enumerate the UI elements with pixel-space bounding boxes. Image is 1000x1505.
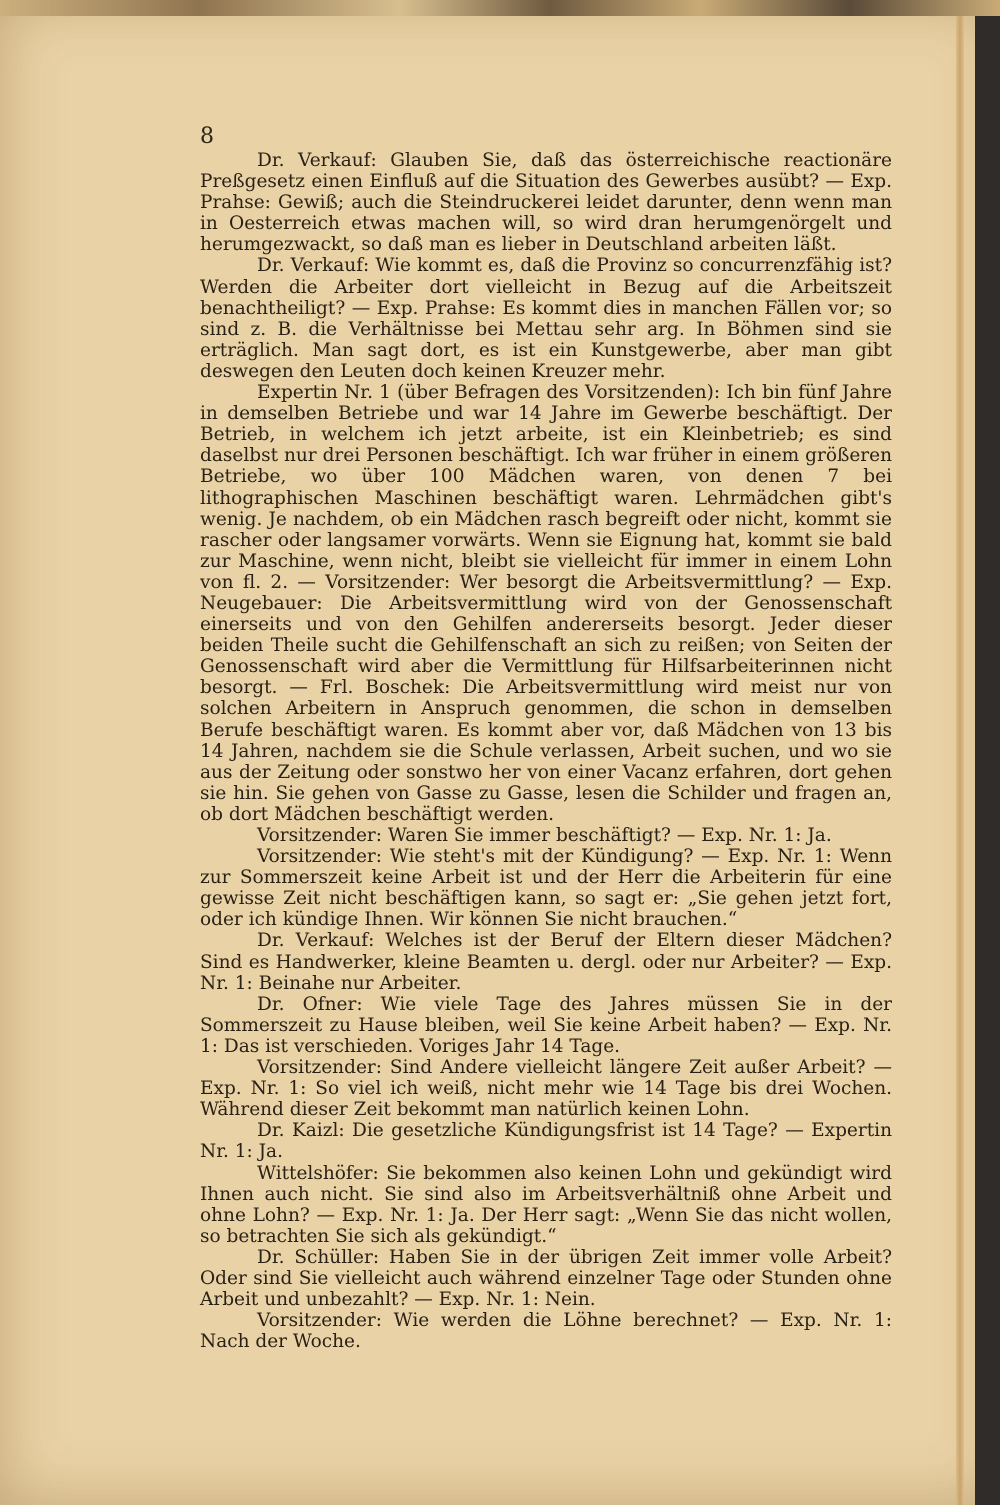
paragraph: Dr. Verkauf: Glauben Sie, daß das österreichische reactionäre Preßgesetz einen Einfluß auf die Situation des Gewerbes ausübt? — Exp. Prahse: Gewiß; auch die Steindruckerei leidet darunter, denn wenn man in Oesterreich etwas machen will, so wird dran herumgenörgelt und herumgezwackt, so daß man es lieber in Deutschland arbeiten läßt.: [200, 150, 892, 256]
binding-fold: [956, 16, 964, 1505]
paragraph: Dr. Schüller: Haben Sie in der übrigen Zeit immer volle Arbeit? Oder sind Sie vielleicht auch während einzelner Tage oder Stunden ohne Arbeit und unbezahlt? — Exp. Nr. 1: Nein.: [200, 1246, 892, 1311]
paragraph: Dr. Ofner: Wie viele Tage des Jahres müssen Sie in der Sommerszeit zu Hause bleiben, weil Sie keine Arbeit haben? — Exp. Nr. 1: Das ist verschieden. Voriges Jahr 14 Tage.: [200, 993, 892, 1057]
document-text: [200, 150, 892, 1352]
page-top-edge: [0, 0, 1000, 16]
paragraph: Dr. Verkauf: Welches ist der Beruf der Eltern dieser Mädchen? Sind es Handwerker, kleine Beamten u. dergl. oder nur Arbeiter? — Exp. Nr. 1: Beinahe nur Arbeiter.: [200, 930, 892, 994]
paragraph: Dr. Kaizl: Die gesetzliche Kündigungsfrist ist 14 Tage? — Expertin Nr. 1: Ja.: [200, 1120, 892, 1163]
paragraph: Vorsitzender: Sind Andere vielleicht längere Zeit außer Arbeit? — Exp. Nr. 1: So viel ich weiß, nicht mehr wie 14 Tage bis drei Wochen. Während dieser Zeit bekommt man natürlich keinen Lohn.: [200, 1057, 892, 1121]
paragraph: Dr. Verkauf: Wie kommt es, daß die Provinz so concurrenzfähig ist? Werden die Arbeiter dort vielleicht in Bezug auf die Arbeitszeit benachtheiligt? — Exp. Prahse: Es kommt dies in manchen Fällen vor; so sind z. B. die Verhältnisse bei Mettau sehr arg. In Böhmen sind sie erträglich. Man sagt dort, es ist ein Kunstgewerbe, aber man gibt deswegen den Leuten doch keinen Kreuzer mehr.: [200, 255, 892, 382]
paragraph: Vorsitzender: Wie steht's mit der Kündigung? — Exp. Nr. 1: Wenn zur Sommerszeit keine Arbeit ist und der Herr die Arbeiterin für eine gewisse Zeit nicht beschäftigen kann, so sagt er: „Sie gehen jetzt fort, oder ich kündige Ihnen. Wir können Sie nicht brauchen.“: [200, 846, 892, 931]
paragraph: Vorsitzender: Wie werden die Löhne berechnet? — Exp. Nr. 1: Nach der Woche.: [200, 1310, 892, 1353]
scan-border: [975, 16, 1000, 1505]
paragraph: Vorsitzender: Waren Sie immer beschäftigt? — Exp. Nr. 1: Ja.: [257, 825, 832, 846]
page-number: 8: [200, 124, 214, 149]
paragraph: Expertin Nr. 1 (über Befragen des Vorsitzenden): Ich bin fünf Jahre in demselben Betriebe und war 14 Jahre im Gewerbe beschäftigt. Der Betrieb, in welchem ich jetzt arbeite, ist ein Kleinbetrieb; es sind daselbst nur drei Personen beschäftigt. Ich war früher in einem größeren Betriebe, wo über 100 Mädchen waren, von denen 7 bei lithographischen Maschinen beschäftigt waren. Lehrmädchen gibt's wenig. Je nachdem, ob ein Mädchen rasch begreift oder nicht, kommt sie rascher oder langsamer vorwärts. Wenn sie Eignung hat, kommt sie bald zur Maschine, wenn nicht, bleibt sie vielleicht für immer in einem Lohn von fl. 2. — Vorsitzender: Wer besorgt die Arbeitsvermittlung? — Exp. Neugebauer: Die Arbeitsvermittlung wird von der Genossenschaft einerseits und von den Gehilfen andererseits besorgt. Jeder dieser beiden Theile sucht die Gehilfenschaft an sich zu reißen; von Seiten der Genossenschaft wird aber die Vermittlung für Hilfsarbeiterinnen nicht besorgt. — Frl. Boschek: Die Arbeitsvermittlung wird meist nur von solchen Arbeitern in Anspruch genommen, die schon in demselben Berufe beschäftigt waren. Es kommt aber vor, daß Mädchen von 13 bis 14 Jahren, nachdem sie die Schule verlassen, Arbeit suchen, und wo sie aus der Zeitung oder sonstwo her von einer Vacanz erfahren, dort gehen sie hin. Sie gehen von Gasse zu Gasse, lesen die Schilder und fragen an, ob dort Mädchen beschäftigt werden.: [200, 382, 892, 825]
paragraph: Wittelshöfer: Sie bekommen also keinen Lohn und gekündigt wird Ihnen auch nicht. Sie sind also im Arbeitsverhältniß ohne Arbeit und ohne Lohn? — Exp. Nr. 1: Ja. Der Herr sagt: „Wenn Sie das nicht wollen, so betrachten Sie sich als gekündigt.“: [200, 1162, 892, 1247]
